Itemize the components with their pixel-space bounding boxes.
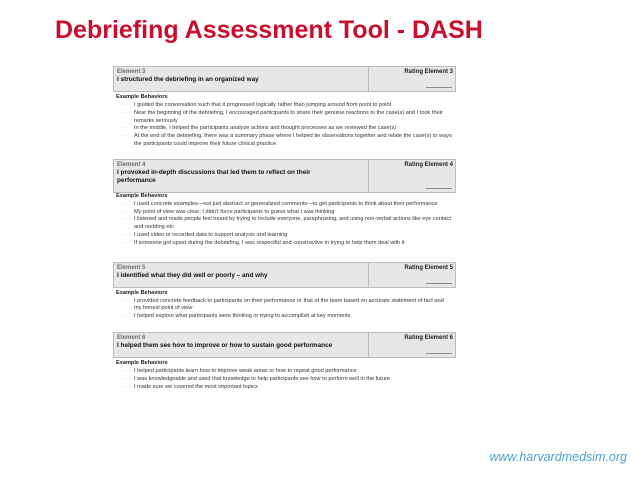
element-title: I helped them see how to improve or how to sustain good performance [117,341,333,349]
element-6-section [113,332,456,391]
element-header [113,66,456,92]
website-link[interactable]: www.harvardmedsim.org [489,450,627,464]
rating-label: Rating Element 3 [404,69,453,75]
rating-line [426,87,452,88]
list-item: · I helped participants learn how to improve weak areas or how to repeat good performance [134,368,456,376]
behavior-list [113,368,456,391]
element-number: Element 6 [117,334,146,341]
list-item: · I helped explore what participants were thinking or trying to accomplish at key moments [134,313,456,321]
list-item: · I listened and made people feel heard by trying to include everyone, paraphrasing, and using non-verbal actions like eye contact and nodding etc [134,216,456,232]
list-item: · I made sure we covered the most important topics [134,384,456,392]
element-3-section [113,66,456,149]
list-item: · If someone got upset during the debriefing, I was respectful and constructive in trying to help them deal with it [134,240,456,248]
rating-label: Rating Element 4 [404,161,453,168]
rating-label: Rating Element 6 [404,334,453,341]
element-title: I structured the debriefing in an organized way [117,76,259,83]
list-item: · At the end of the debriefing, there was a summary phase where I helped tie observations together and relate the case(s) to ways the participants could improve their future clinical practice [134,133,456,149]
list-item: · In the middle, I helped the participants analyze actions and thought processes as we reviewed the case(s) [134,125,456,133]
slide-title: Debriefing Assessment Tool - DASH [55,16,483,44]
list-item: · My point of view was clear; I didn't force participants to guess what I was thinking [134,209,456,217]
example-behaviors-label: Example Behaviors [116,289,168,296]
element-title: I identified what they did well or poorly – and why [117,271,268,279]
rating-line [426,353,452,354]
element-5-section [113,262,456,321]
element-number: Element 3 [117,69,146,75]
dash-form [113,66,456,391]
list-item: · I provided concrete feedback to participants on their performance or that of the team based on accurate statement of fact and my honest point of view [134,298,456,314]
rating-line [426,283,452,284]
element-header [113,262,456,288]
example-behaviors-label: Example Behaviors [116,192,168,199]
element-4-section [113,159,456,248]
element-number: Element 4 [117,161,146,168]
list-item: · I was knowledgeable and used that knowledge to help participants see how to perform well in the future [134,376,456,384]
behavior-list [113,201,456,248]
behavior-list [113,298,456,321]
list-item: · I guided the conversation such that it progressed logically rather than jumping around from point to point [134,102,456,110]
rating-label: Rating Element 5 [404,264,453,271]
rating-box[interactable] [368,67,455,91]
list-item: · I used concrete examples—not just abstract or generalized comments—to get participants to think about their performance [134,201,456,209]
example-behaviors-label: Example Behaviors [116,359,168,366]
element-header [113,159,456,193]
rating-box[interactable] [368,263,455,287]
list-item: · Near the beginning of the debriefing, I encouraged participants to share their genuine reactions to the case(s) and I took their remarks seriously [134,110,456,126]
list-item: · I used video or recorded data to support analysis and learning [134,232,456,240]
rating-line [426,188,452,189]
element-title: I provoked in-depth discussions that led them to reflect on their performance [117,168,311,185]
example-behaviors-label: Example Behaviors [116,94,168,100]
rating-box[interactable] [368,333,455,357]
rating-box[interactable] [368,160,455,192]
element-number: Element 5 [117,264,146,271]
element-header [113,332,456,358]
behavior-list [113,102,456,149]
